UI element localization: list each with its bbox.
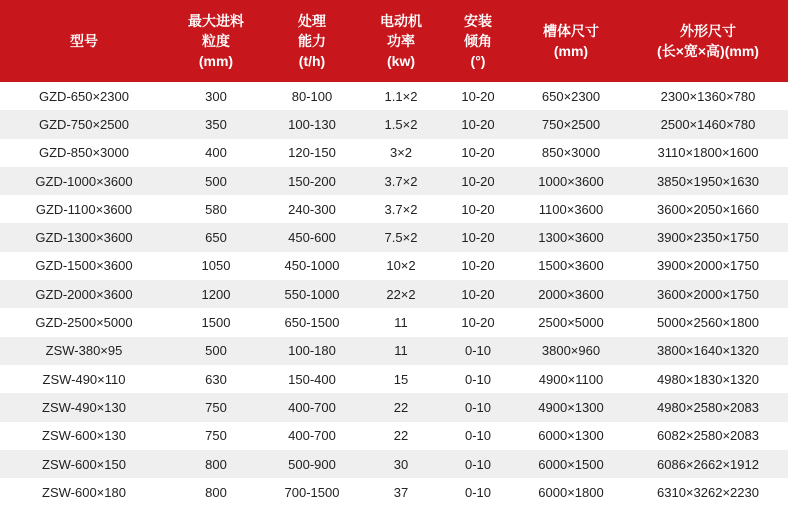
table-cell: 1.1×2 [360,82,442,110]
table-cell: 400-700 [264,393,360,421]
table-cell: 1300×3600 [514,223,628,251]
model-cell: GZD-1100×3600 [0,195,168,223]
model-cell: ZSW-600×180 [0,478,168,506]
table-cell: 5000×2560×1800 [628,308,788,336]
table-cell: 240-300 [264,195,360,223]
table-cell: 2500×1460×780 [628,110,788,138]
table-cell: 400-700 [264,422,360,450]
table-cell: 11 [360,337,442,365]
column-header-line: 外形尺寸 [680,22,736,39]
table-cell: 100-130 [264,110,360,138]
table-row [0,365,788,393]
column-header-3 [360,0,442,82]
column-header-line: 功率 [387,32,415,49]
table-cell: 2300×1360×780 [628,82,788,110]
column-header-line: 倾角 [464,32,492,49]
table-row [0,167,788,195]
table-cell: 100-180 [264,337,360,365]
column-header-line: 处理 [298,12,326,29]
column-header-6 [628,0,788,82]
table-row [0,280,788,308]
table-cell: 300 [168,82,264,110]
table-cell: 350 [168,110,264,138]
table-cell: 10-20 [442,223,514,251]
table-cell: 3×2 [360,139,442,167]
table-cell: 650 [168,223,264,251]
table-cell: 400 [168,139,264,167]
column-header-line: 型号 [70,32,98,49]
table-cell: 4980×1830×1320 [628,365,788,393]
table-cell: 10-20 [442,280,514,308]
model-cell: ZSW-490×110 [0,365,168,393]
table-cell: 0-10 [442,450,514,478]
model-cell: GZD-1000×3600 [0,167,168,195]
table-row [0,110,788,138]
table-cell: 1050 [168,252,264,280]
column-header-0 [0,0,168,82]
table-cell: 3110×1800×1600 [628,139,788,167]
table-cell: 3.7×2 [360,195,442,223]
table-row [0,337,788,365]
table-cell: 10-20 [442,139,514,167]
table-cell: 6310×3262×2230 [628,478,788,506]
model-cell: ZSW-380×95 [0,337,168,365]
table-cell: 3800×1640×1320 [628,337,788,365]
table-cell: 10-20 [442,82,514,110]
column-header-line: 槽体尺寸 [543,22,599,39]
table-cell: 850×3000 [514,139,628,167]
table-cell: 1100×3600 [514,195,628,223]
table-row [0,82,788,110]
column-header-5 [514,0,628,82]
column-header-line: (t/h) [298,53,326,70]
table-cell: 750 [168,422,264,450]
column-header-line: 最大进料 [188,12,244,29]
table-cell: 22×2 [360,280,442,308]
table-row [0,422,788,450]
table-cell: 450-600 [264,223,360,251]
column-header-2 [264,0,360,82]
table-cell: 1000×3600 [514,167,628,195]
column-header-1 [168,0,264,82]
table-row [0,195,788,223]
model-cell: GZD-2500×5000 [0,308,168,336]
column-header-line: 安装 [464,12,492,29]
table-cell: 800 [168,450,264,478]
table-cell: 0-10 [442,478,514,506]
table-cell: 120-150 [264,139,360,167]
table-cell: 630 [168,365,264,393]
column-header-line: (kw) [387,53,415,70]
table-cell: 0-10 [442,422,514,450]
table-row [0,478,788,506]
table-cell: 4900×1300 [514,393,628,421]
table-cell: 22 [360,422,442,450]
model-cell: GZD-750×2500 [0,110,168,138]
column-header-4 [442,0,514,82]
model-cell: GZD-1500×3600 [0,252,168,280]
table-cell: 10×2 [360,252,442,280]
table-cell: 800 [168,478,264,506]
table-cell: 6000×1500 [514,450,628,478]
column-header-line: 粒度 [202,32,230,49]
table-cell: 500 [168,167,264,195]
table-cell: 1500 [168,308,264,336]
table-cell: 10-20 [442,252,514,280]
table-body [0,82,788,506]
table-cell: 1.5×2 [360,110,442,138]
table-cell: 550-1000 [264,280,360,308]
table-cell: 650×2300 [514,82,628,110]
model-cell: ZSW-600×150 [0,450,168,478]
table-cell: 3900×2350×1750 [628,223,788,251]
table-header-row [0,0,788,82]
table-cell: 3600×2000×1750 [628,280,788,308]
table-row [0,139,788,167]
column-header-line: 电动机 [380,12,422,29]
table-cell: 3600×2050×1660 [628,195,788,223]
table-cell: 10-20 [442,110,514,138]
table-cell: 450-1000 [264,252,360,280]
table-cell: 750×2500 [514,110,628,138]
table-cell: 650-1500 [264,308,360,336]
table-cell: 1500×3600 [514,252,628,280]
column-header-line: (mm) [198,53,234,70]
table-cell: 2000×3600 [514,280,628,308]
table-row [0,393,788,421]
table-cell: 6000×1800 [514,478,628,506]
table-cell: 6082×2580×2083 [628,422,788,450]
table-cell: 37 [360,478,442,506]
table-cell: 0-10 [442,337,514,365]
model-cell: GZD-850×3000 [0,139,168,167]
table-cell: 6086×2662×1912 [628,450,788,478]
table-cell: 3850×1950×1630 [628,167,788,195]
table-cell: 80-100 [264,82,360,110]
table-cell: 4900×1100 [514,365,628,393]
table-row [0,308,788,336]
table-cell: 700-1500 [264,478,360,506]
table-cell: 10-20 [442,195,514,223]
column-header-line: (°) [470,53,486,70]
column-header-line: 能力 [298,32,326,49]
column-header-line: (长×宽×高)(mm) [657,43,759,59]
table-cell: 10-20 [442,308,514,336]
table-cell: 2500×5000 [514,308,628,336]
table-cell: 30 [360,450,442,478]
model-cell: ZSW-600×130 [0,422,168,450]
table-row [0,252,788,280]
table-cell: 580 [168,195,264,223]
model-cell: ZSW-490×130 [0,393,168,421]
table-cell: 7.5×2 [360,223,442,251]
table-cell: 750 [168,393,264,421]
column-header-line: (mm) [553,43,589,59]
table-row [0,450,788,478]
model-cell: GZD-650×2300 [0,82,168,110]
table-cell: 11 [360,308,442,336]
table-cell: 6000×1300 [514,422,628,450]
table-cell: 3.7×2 [360,167,442,195]
table-cell: 15 [360,365,442,393]
table-header [0,0,788,82]
model-cell: GZD-2000×3600 [0,280,168,308]
table-cell: 1200 [168,280,264,308]
table-row [0,223,788,251]
table-cell: 3800×960 [514,337,628,365]
table-cell: 4980×2580×2083 [628,393,788,421]
table-cell: 3900×2000×1750 [628,252,788,280]
table-cell: 0-10 [442,365,514,393]
table-cell: 150-200 [264,167,360,195]
table-cell: 500 [168,337,264,365]
table-cell: 22 [360,393,442,421]
model-cell: GZD-1300×3600 [0,223,168,251]
table-cell: 150-400 [264,365,360,393]
table-cell: 10-20 [442,167,514,195]
table-cell: 500-900 [264,450,360,478]
table-cell: 0-10 [442,393,514,421]
